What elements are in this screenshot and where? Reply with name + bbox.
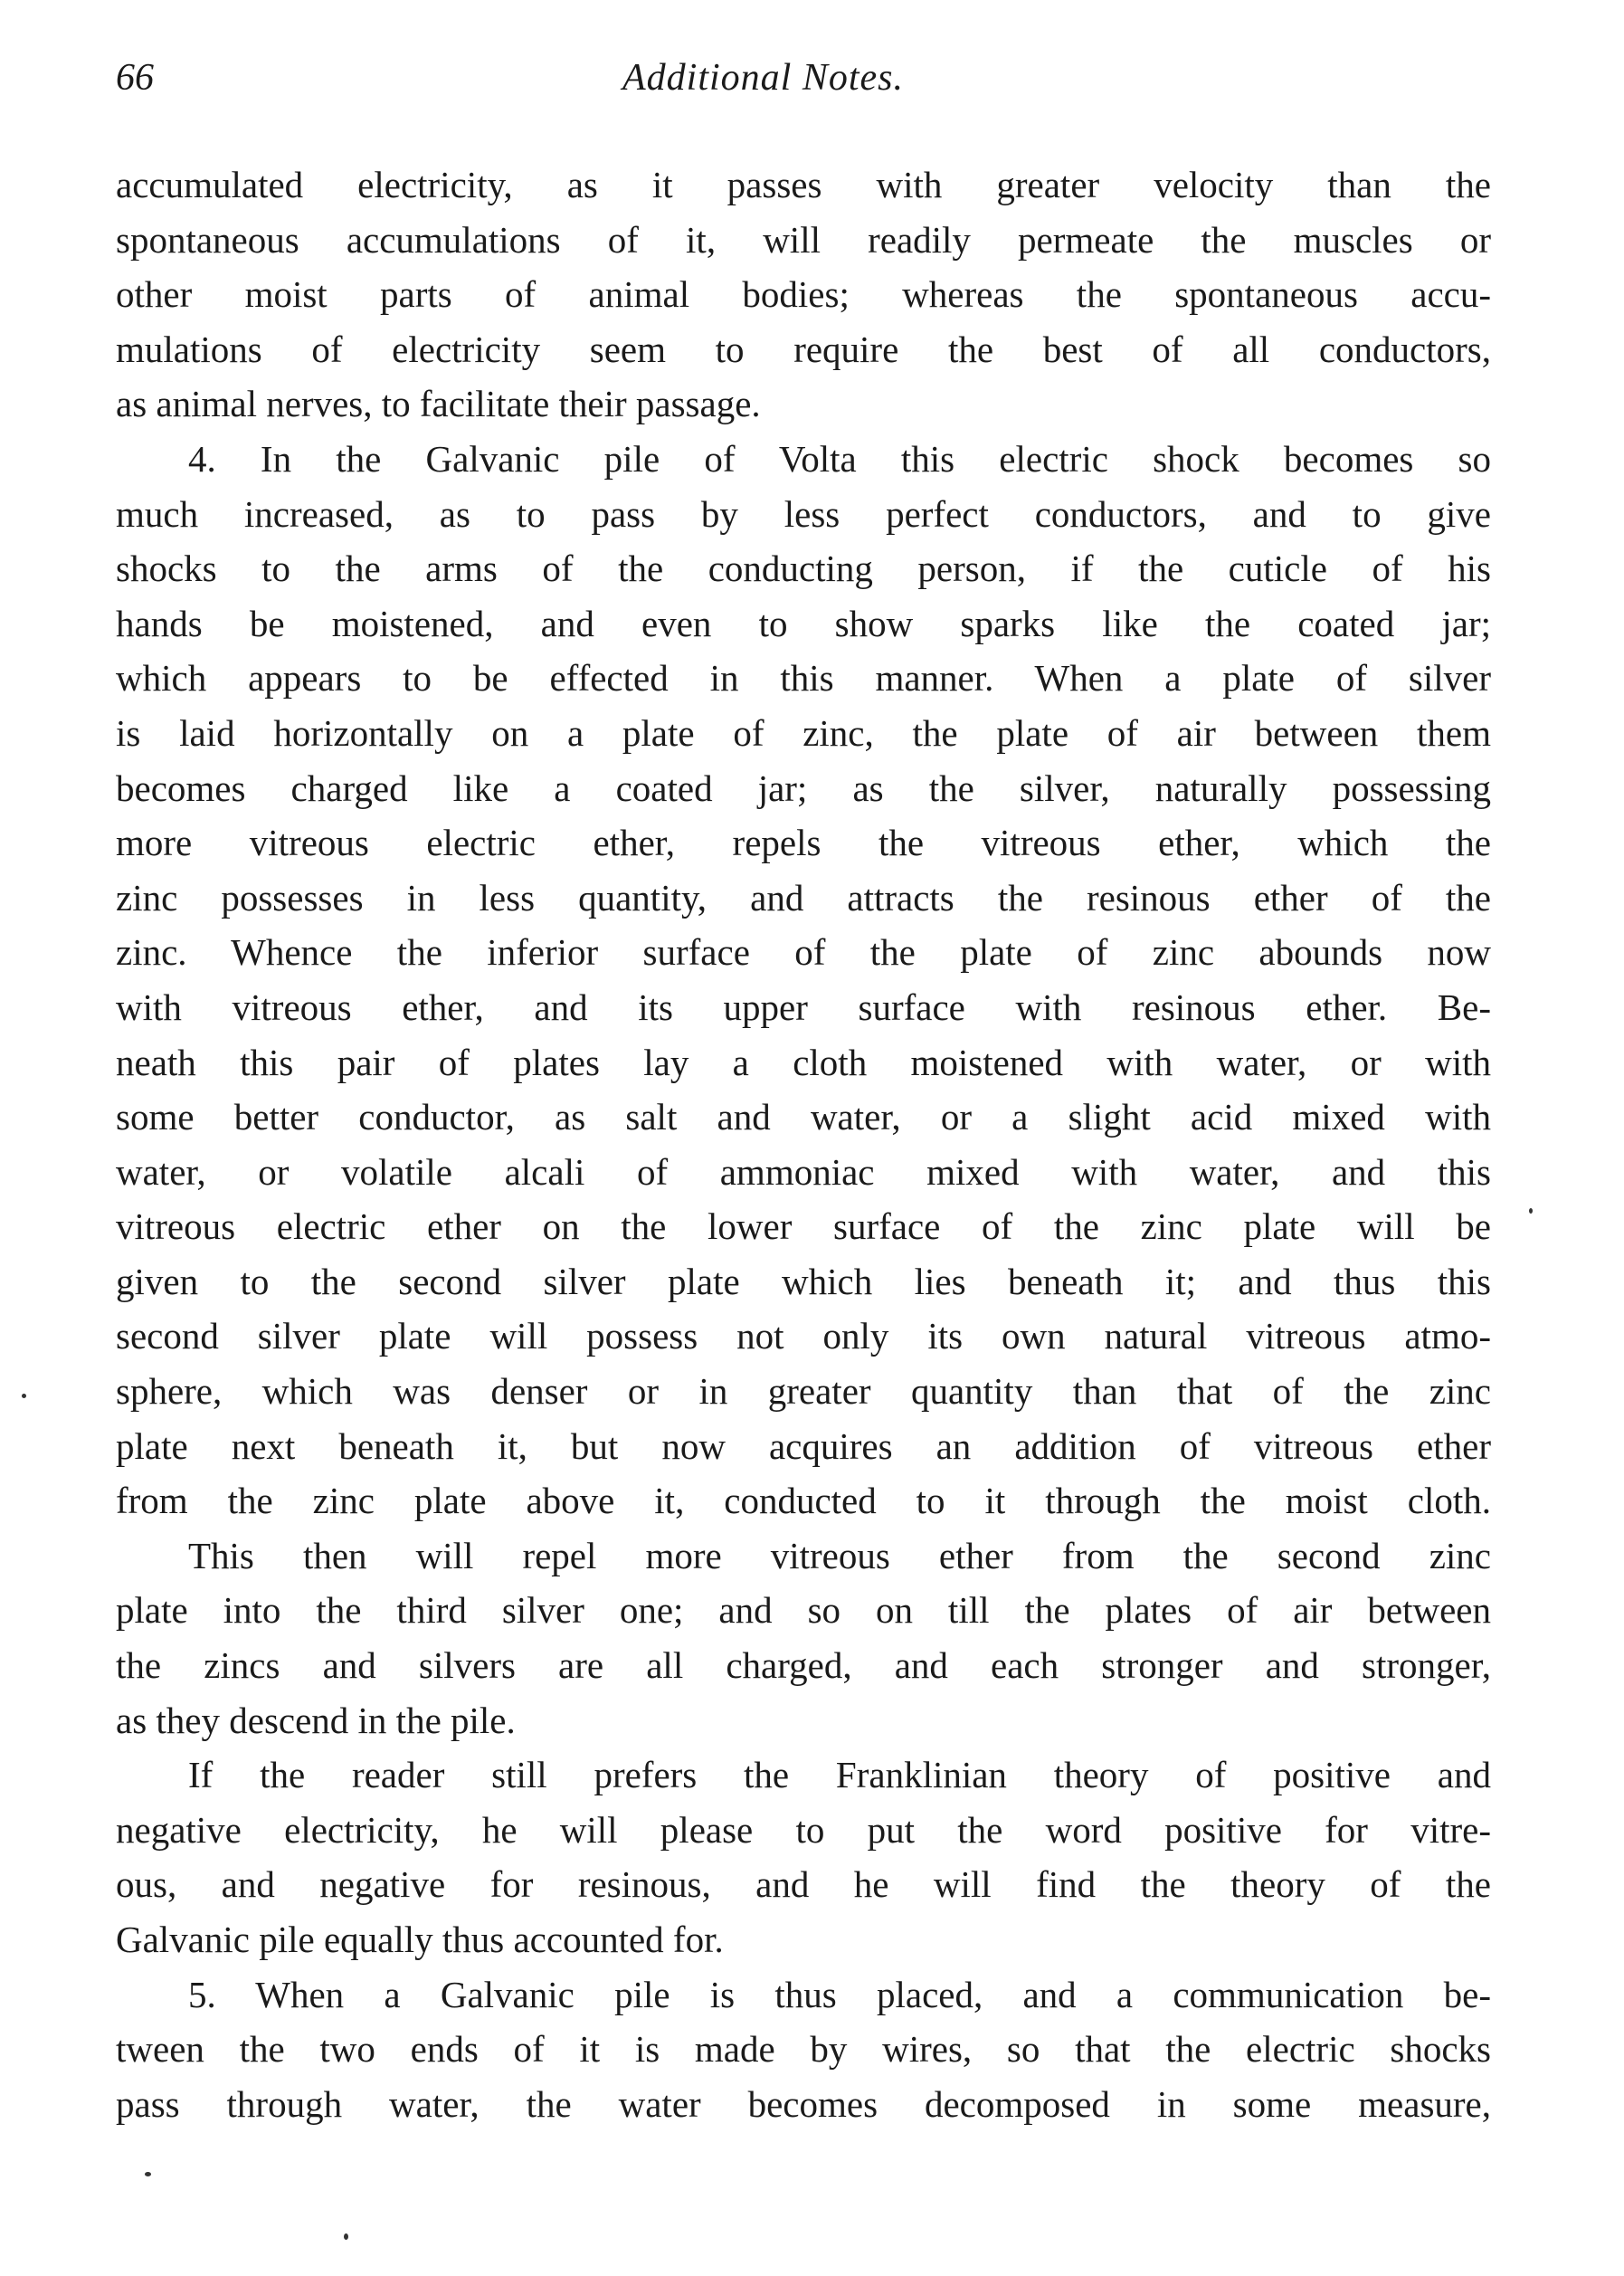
text-line: the zincs and silvers are all charged, and each stronger and stronger, — [116, 1644, 1491, 1687]
text-line: negative electricity, he will please to put the word positive for vitre- — [116, 1808, 1491, 1851]
text-line: with vitreous ether, and its upper surface with resinous ether. Be- — [116, 986, 1491, 1028]
text-line: pass through water, the water becomes decomposed in some measure, — [116, 2082, 1491, 2125]
text-line: zinc. Whence the inferior surface of the plate of zinc abounds now — [116, 931, 1491, 974]
body-text — [116, 157, 1491, 2131]
text-line: from the zinc plate above it, conducted to it through the moist cloth. — [116, 1480, 1491, 1522]
text-line: accumulated electricity, as it passes with greater velocity than the — [116, 164, 1491, 205]
text-line: water, or volatile alcali of ammoniac mixed with water, and this — [116, 1150, 1491, 1193]
text-line: plate into the third silver one; and so on till the plates of air between — [116, 1589, 1491, 1632]
text-line: hands be moistened, and even to show sparks like the coated jar; — [116, 602, 1491, 644]
scan-speck — [344, 2233, 348, 2240]
running-title: Additional Notes. — [622, 57, 904, 99]
text-line: mulations of electricity seem to require the best of all conductors, — [116, 328, 1491, 370]
text-line: second silver plate will possess not only its own natural vitreous atmo- — [116, 1315, 1491, 1357]
page-header — [116, 56, 1491, 110]
text-line: more vitreous electric ether, repels the vitreous ether, which the — [116, 822, 1491, 864]
text-line: other moist parts of animal bodies; whereas the spontaneous accu- — [116, 273, 1491, 316]
text-line: zinc possesses in less quantity, and attracts the resinous ether of the — [116, 876, 1491, 919]
text-line: some better conductor, as salt and water, or a slight acid mixed with — [116, 1096, 1491, 1138]
page-number: 66 — [116, 57, 154, 99]
scan-speck — [22, 1394, 26, 1398]
text-line: This then will repel more vitreous ether from the second zinc — [188, 1534, 1491, 1576]
text-line: ous, and negative for resinous, and he will find the theory of the — [116, 1863, 1491, 1906]
text-line: 4. In the Galvanic pile of Volta this electric shock becomes so — [188, 437, 1491, 480]
scan-speck — [145, 2172, 151, 2176]
text-line: much increased, as to pass by less perfect conductors, and to give — [116, 492, 1491, 535]
text-line: given to the second silver plate which lies beneath it; and thus this — [116, 1260, 1491, 1302]
text-line: spontaneous accumulations of it, will readily permeate the muscles or — [116, 218, 1491, 261]
text-line: becomes charged like a coated jar; as the silver, naturally possessing — [116, 767, 1491, 809]
text-line: is laid horizontally on a plate of zinc, the plate of air between them — [116, 711, 1491, 754]
text-line: neath this pair of plates lay a cloth moistened with water, or with — [116, 1041, 1491, 1083]
text-line: tween the two ends of it is made by wires, so that the electric shocks — [116, 2028, 1491, 2071]
text-line: vitreous electric ether on the lower surface of the zinc plate will be — [116, 1205, 1491, 1248]
text-line: Galvanic pile equally thus accounted for. — [116, 1919, 724, 1960]
text-line: plate next beneath it, but now acquires an addition of vitreous ether — [116, 1424, 1491, 1467]
text-line: 5. When a Galvanic pile is thus placed, and a communication be- — [188, 1973, 1491, 2015]
text-line: If the reader still prefers the Franklinian theory of positive and — [188, 1754, 1491, 1796]
text-line: shocks to the arms of the conducting person, if the cuticle of his — [116, 548, 1491, 590]
text-line: as animal nerves, to facilitate their passage. — [116, 383, 761, 425]
text-line: which appears to be effected in this manner. When a plate of silver — [116, 657, 1491, 700]
scan-speck — [1529, 1208, 1533, 1214]
text-line: as they descend in the pile. — [116, 1699, 516, 1741]
text-line: sphere, which was denser or in greater quantity than that of the zinc — [116, 1370, 1491, 1413]
